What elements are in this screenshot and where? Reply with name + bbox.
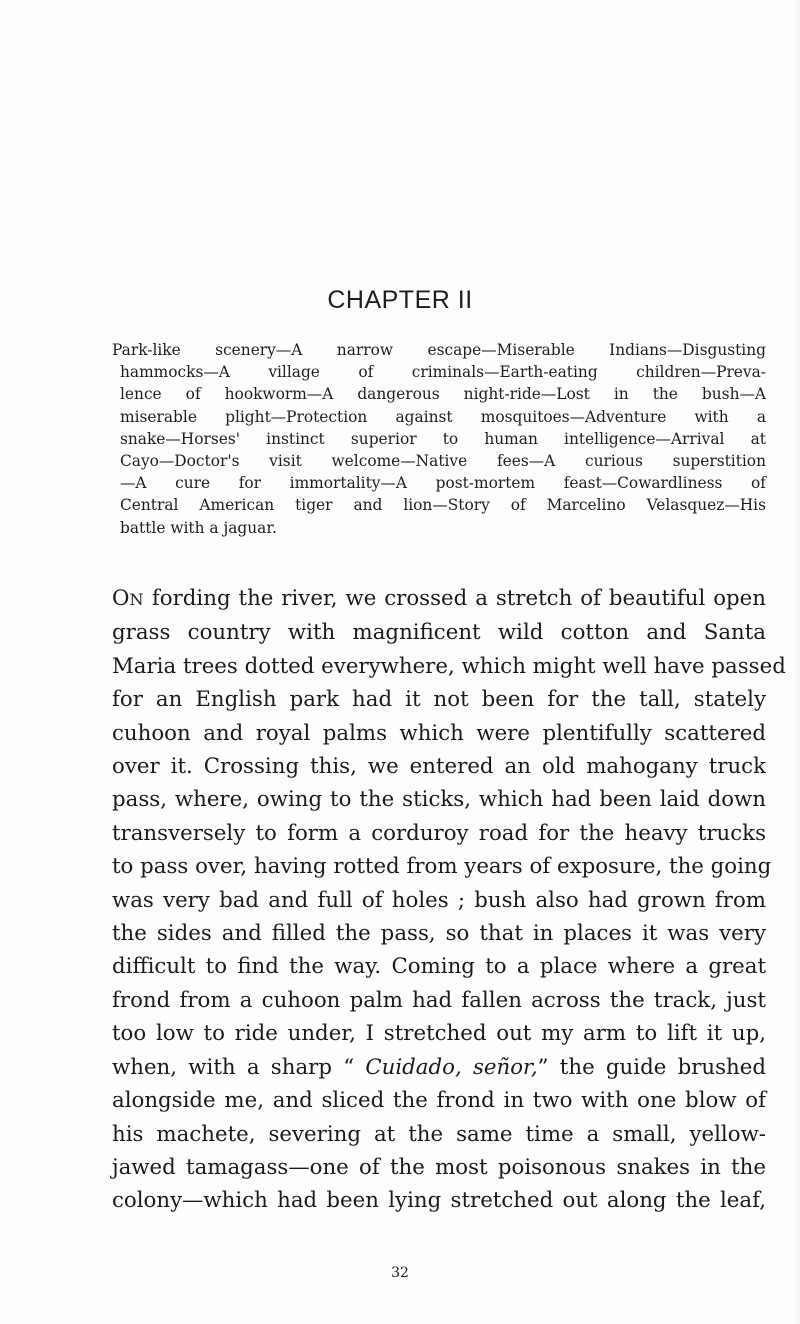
body-text <box>112 582 786 1218</box>
body-line-italic <box>112 1051 766 1084</box>
synopsis-line: hammocks—A village of criminals—Earth-eating children—Preva- <box>120 363 766 382</box>
body-line: alongside me, and sliced the frond in two with one blow of <box>112 1088 766 1114</box>
opening-small-caps: N <box>129 590 144 609</box>
body-line: colony—which had been lying stretched out along the leaf, <box>112 1188 766 1214</box>
synopsis-line: —A cure for immortality—A post-mortem feast—Cowardliness of <box>120 474 766 493</box>
italic-phrase: Cuidado, señor, <box>365 1054 538 1080</box>
body-line: grass country with magnificent wild cotton and Santa <box>112 620 766 646</box>
body-line: for an English park had it not been for the tall, stately <box>112 687 766 713</box>
body-line: difficult to find the way. Coming to a place where a great <box>112 954 766 980</box>
page-number: 32 <box>391 1265 409 1281</box>
body-line: over it. Crossing this, we entered an old mahogany truck <box>112 754 766 780</box>
body-line: was very bad and full of holes ; bush also had grown from <box>112 887 766 913</box>
body-line: Maria trees dotted everywhere, which might well have passed <box>112 653 786 679</box>
synopsis-line: snake—Horses' instinct superior to human intelligence—Arrival at <box>120 429 766 448</box>
body-line: his machete, severing at the same time a small, yellow- <box>112 1121 766 1147</box>
italic-line-after: ” the guide brushed <box>537 1054 766 1080</box>
body-line-first <box>112 582 766 616</box>
body-line: jawed tamagass—one of the most poisonous snakes in the <box>112 1154 766 1180</box>
italic-line-before: when, with a sharp “ <box>112 1054 366 1080</box>
page-edge-shadow <box>794 0 800 1324</box>
body-line: transversely to form a corduroy road for the heavy trucks <box>112 820 766 846</box>
body-line: pass, where, owing to the sticks, which had been laid down <box>112 787 766 813</box>
synopsis-line: Central American tiger and lion—Story of Marcelino Velasquez—His <box>120 496 766 515</box>
synopsis-line: battle with a jaguar. <box>120 518 277 537</box>
body-line: the sides and filled the pass, so that in places it was very <box>112 921 766 947</box>
chapter-synopsis <box>112 339 766 539</box>
synopsis-line: Park-like scenery—A narrow escape—Miserable Indians—Disgusting <box>112 341 766 359</box>
body-line: cuhoon and royal palms which were plentifully scattered <box>112 720 766 746</box>
chapter-title: CHAPTER II <box>327 286 473 314</box>
body-line: too low to ride under, I stretched out my arm to lift it up, <box>112 1021 766 1047</box>
body-line: to pass over, having rotted from years of exposure, the going <box>112 854 772 880</box>
synopsis-line: lence of hookworm—A dangerous night-ride—Lost in the bush—A <box>120 385 766 404</box>
first-line-text: fording the river, we crossed a stretch of beautiful open <box>143 586 766 611</box>
body-line: frond from a cuhoon palm had fallen across the track, just <box>112 987 766 1013</box>
opening-capital: O <box>112 586 130 611</box>
synopsis-line: miserable plight—Protection against mosquitoes—Adventure with a <box>120 407 766 426</box>
synopsis-line: Cayo—Doctor's visit welcome—Native fees—A curious superstition <box>120 452 766 471</box>
